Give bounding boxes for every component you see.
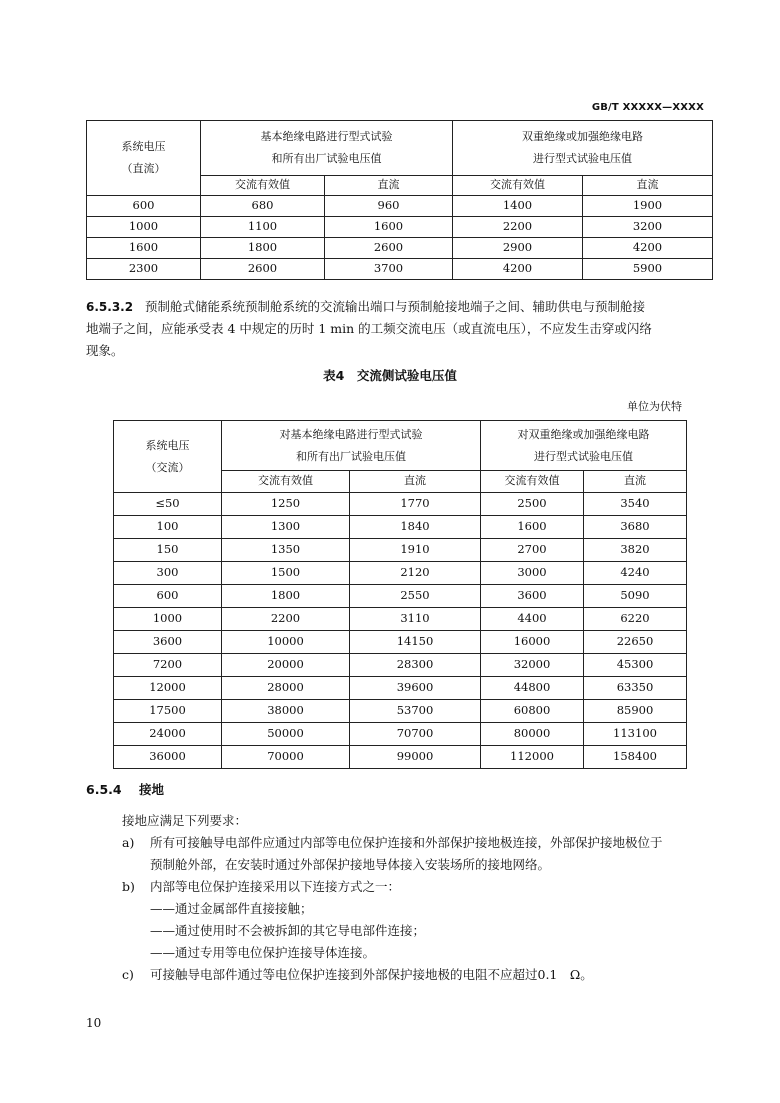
clause-number: 6.5.3.2 [86,300,134,314]
sub-header: 直流 [325,176,453,196]
ac-voltage-table [113,420,687,769]
table-row: 7200 20000 28300 32000 45300 [114,654,687,677]
standard-code: GB/T XXXXX—XXXX [591,102,704,113]
page-number: 10 [86,1016,102,1030]
item-label: c) [122,967,134,982]
table-row: 36000 70000 99000 112000 158400 [114,746,687,769]
paragraph-6532-line3: 现象。 [86,343,124,358]
basic-insulation-header: 对基本绝缘电路进行型式试验 和所有出厂试验电压值 [222,421,481,471]
table-row: 300 1500 2120 3000 4240 [114,562,687,585]
item-a-line2: 预制舱外部，在安装时通过外部保护接地导体接入安装场所的接地网络。 [150,857,551,872]
table-row: 600 680 960 1400 1900 [87,196,713,217]
sub-header: 直流 [583,176,713,196]
item-a-line1: a) 所有可接触导电部件应通过内部等电位保护连接和外部保护接地极连接，外部保护接地极位于 [122,835,663,850]
item-label: a) [122,835,135,850]
double-insulation-header: 对双重绝缘或加强绝缘电路 进行型式试验电压值 [481,421,687,471]
table-row: 24000 50000 70700 80000 113100 [114,723,687,746]
table-row: 150 1350 1910 2700 3820 [114,539,687,562]
item-b-dash2: ——通过使用时不会被拆卸的其它导电部件连接； [150,923,426,938]
table-row: 600 1800 2550 3600 5090 [114,585,687,608]
table4-caption: 表4 交流侧试验电压值 [323,368,457,383]
item-b-line1: b) 内部等电位保护连接采用以下连接方式之一： [122,879,401,894]
double-insulation-header: 双重绝缘或加强绝缘电路 进行型式试验电压值 [453,121,713,176]
paragraph-6532-line1: 6.5.3.2 预制舱式储能系统预制舱系统的交流输出端口与预制舱接地端子之间、辅助供电与预制舱接 [86,299,646,314]
item-b-dash3: ——通过专用等电位保护连接导体连接。 [150,945,376,960]
item-label: b) [122,879,135,894]
grounding-intro: 接地应满足下列要求： [122,813,248,828]
table-row: 17500 38000 53700 60800 85900 [114,700,687,723]
table-row: 12000 28000 39600 44800 63350 [114,677,687,700]
item-c-line1: c) 可接触导电部件通过等电位保护连接到外部保护接地极的电阻不应超过0.1 Ω。 [122,967,593,982]
table-row: 1000 2200 3110 4400 6220 [114,608,687,631]
table-row: 3600 10000 14150 16000 22650 [114,631,687,654]
table-row: 1000 1100 1600 2200 3200 [87,217,713,238]
table-row: 100 1300 1840 1600 3680 [114,516,687,539]
system-voltage-header: 系统电压 （直流） [87,121,201,196]
unit-note: 单位为伏特 [627,400,682,413]
paragraph-6532-line2: 地端子之间，应能承受表 4 中规定的历时 1 min 的工频交流电压（或直流电压），不应发生击穿或闪络 [86,321,652,336]
section-heading-654 [86,780,164,798]
dc-voltage-table [86,120,713,280]
sub-header: 直流 [584,471,687,493]
table-row: 1600 1800 2600 2900 4200 [87,238,713,259]
table-row: 2300 2600 3700 4200 5900 [87,259,713,280]
system-voltage-header: 系统电压 （交流） [114,421,222,493]
section-title: 接地 [139,782,165,797]
sub-header: 交流有效值 [201,176,325,196]
table-row: ≤50 1250 1770 2500 3540 [114,493,687,516]
sub-header: 交流有效值 [222,471,350,493]
item-b-dash1: ——通过金属部件直接接触； [150,901,313,916]
sub-header: 交流有效值 [453,176,583,196]
section-number: 6.5.4 [86,782,122,797]
basic-insulation-header: 基本绝缘电路进行型式试验 和所有出厂试验电压值 [201,121,453,176]
sub-header: 直流 [350,471,481,493]
sub-header: 交流有效值 [481,471,584,493]
